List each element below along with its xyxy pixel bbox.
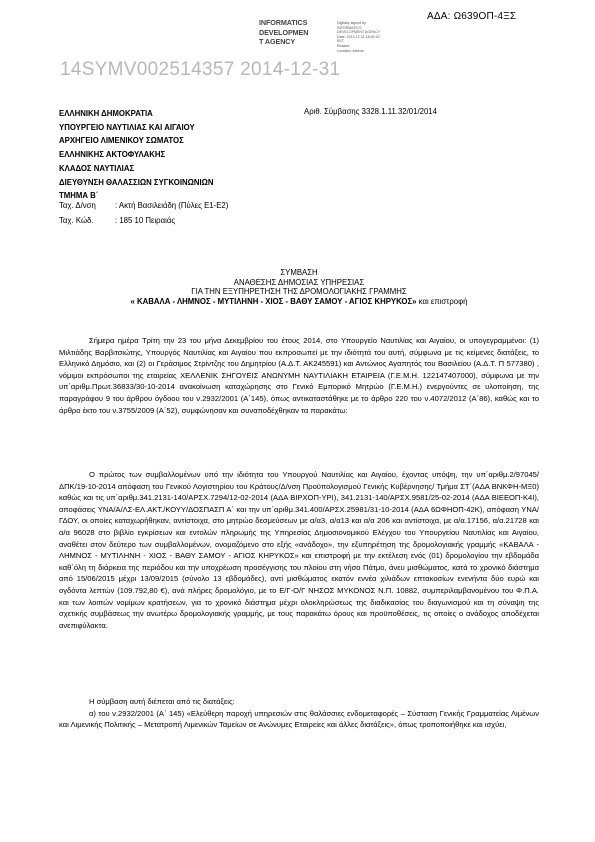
signature-line: Reason:: [337, 43, 351, 48]
signature-line: Date: 2014.12.31 18:40:42: [337, 34, 380, 39]
stamp-line: INFORMATICS: [259, 18, 308, 27]
title-line: ΓΙΑ ΤΗΝ ΕΞΥΠΗΡΕΤΗΣΗ ΤΗΣ ΔΡΟΜΟΛΟΓΙΑΚΗΣ ΓΡΑΜΜΗΣ: [191, 287, 407, 297]
digital-signature-info: [337, 21, 427, 53]
signature-line: DEVELOPMENT AGENCY: [337, 30, 381, 35]
contact-block: [59, 199, 228, 228]
ada-code: ΑΔΑ: Ω639ΟΠ-4ΞΣ: [427, 11, 517, 22]
signature-line: EET: [337, 39, 344, 44]
header-line: ΕΛΛΗΝΙΚΗ ΔΗΜΟΚΡΑΤΙΑ: [59, 109, 153, 118]
paragraph-text: Ο πρώτος των συμβαλλομένων υπό την ιδιότητα του Υπουργού Ναυτιλίας και Αιγαίου, έχοντας υπόψη, την υπ΄αριθμ.2/97045/ΔΠΚ/19-10-2014 απόφαση του Γενικού Λογιστηρίου του Κράτους/Δ/νση Προϋπολογισμού Γενικής Κυβέρνησης/ Τμήμα ΣΤ΄(ΑΔΑ ΒΝΚΦΗ-ΜΞ0) καθώς και τις υπ΄αριθμ.341.2131-140/ΑΡΣΧ.7294/12-02-2014 (ΑΔΑ ΒΙΡΧΟΠ-ΥΡΙ), 341.2131-140/ΑΡΣΧ.9581/25-02-2014 (ΑΔΑ ΒΙΕΕΟΠ-Κ4Ι), αποφάσεις ΥΝΑ/Α/ΛΣ-ΕΛ.ΑΚΤ./ΚΟΥΥ/ΔΟΣΠΑΣΠ Α΄ και την υπ΄αριθμ.341.400/ΑΡΣΧ.25981/31-10-2014 (ΑΔΑ 6ΩΦΗΟΠ-42Κ), απόφαση ΥΝΑ/ΓΔΟΥ, οι οποίες καταχωρήθηκαν, αντίστοιχα, στο μητρώο δεσμεύσεων με α/α3, α/α13 και α/α 206 και αντίστοιχα, με α/α.17156, α/α.21728 και α/α 96028 στο βιβλίο εγκρίσεων και εντολών πληρωμής της Υπηρεσίας Δημοσιονομικού Ελέγχου του Υπουργείου Ναυτιλίας και Αιγαίου, αναθέτει στον δεύτερο των συμβαλλομένων, ονομαζόμενο στο εξής «ανάδοχο», την εξυπηρέτηση της δρομολογιακής γραμμής «ΚΑΒΑΛΑ - ΛΗΜΝΟΣ - ΜΥΤΙΛΗΝΗ - ΧΙΟΣ - ΒΑΘΥ ΣΑΜΟΥ - ΑΓΙΟΣ ΚΗΡΥΚΟΣ» και επιστροφή με την εκτέλεση ενός (01) δρομολογίου την εβδομάδα καθ΄όλη τη διάρκεια της περιόδου και την υποχρέωση προσέγγισης του πλοίου στη νήσο Πάτμο, άνευ μισθώματος, κατά το χρονικό διάστημα από 15/06/2015 μέχρι 13/09/2015 (σύνολο 13 εβδομάδες), αντί μισθώματος εκατόν εννέα χιλιάδων επτακοσίων ενενήντα δύο ευρώ και ογδόντα λεπτών (109.792,80 €), ανά πλήρες δρομολόγιο, με το Ε/Γ-Ο/Γ ΝΗΣΟΣ ΜΥΚΟΝΟΣ Ν.Π. 10882, συμπεριλαμβανομένου του Φ.Π.Α. και των λοιπών νομίμων κρατήσεων, για το χρονικό διάστημα μέχρι ολοκληρώσεως της διαδικασίας του διαγωνισμού και τη σύναψη της σχετικής συμβάσεως την ανωτέρω δρομολογιακής γραμμής, με τους παρακάτω όρους και προϋποθέσεις, τις οποίες ο ανάδοχος αποδέχεται ανεπιφύλακτα.: [59, 470, 539, 630]
paragraph-item: α) του ν.2932/2001 (Α΄ 145) «Ελεύθερη παροχή υπηρεσιών στις θαλάσσιες ενδομεταφορές – Σύσταση Γενικής Γραμματείας Λιμένων και Λιμενικής Πολιτικής – Μετατροπή Λιμενικών Ταμείων σε Ανώνυμες Εταιρείες και άλλες διατάξεις», όπως τροποποιήθηκε και ισχύει,: [59, 708, 539, 730]
contact-row: [59, 199, 228, 214]
document-watermark: 14SYMV002514357 2014-12-31: [60, 59, 341, 80]
header-line: ΔΙΕΥΘΥΝΣΗ ΘΑΛΑΣΣΙΩΝ ΣΥΓΚΟΙΝΩΝΙΩΝ: [59, 177, 214, 187]
issuer-header: [59, 107, 214, 203]
contact-key: Ταχ. Δ/νση: [59, 201, 96, 210]
contract-number: Αριθ. Σύμβασης 3328.1.11.32/01/2014: [304, 107, 437, 116]
signature-line: Location: Athens: [337, 48, 364, 53]
route-suffix: και επιστροφή: [416, 296, 468, 306]
title-line: ΑΝΑΘΕΣΗΣ ΔΗΜΟΣΙΑΣ ΥΠΗΡΕΣΙΑΣ: [233, 277, 365, 287]
paragraph-parties: [59, 335, 539, 416]
paragraph-text: Σήμερα ημέρα Τρίτη την 23 του μήνα Δεκεμβρίου του έτους 2014, στο Υπουργείο Ναυτιλίας και Αιγαίου, οι υπογεγραμμένοι: (1) Μιλτιάδης Βαρβιτσιώτης, Υπουργός Ναυτιλίας και Αιγαίου που εκπροσωπεί με την ιδιότητά του αυτή, σύμφωνα με τις κείμενες διατάξεις, το Ελληνικό Δημόσιο, και (2) οι Γεράσιμος Στρίντζης του Δημητρίου (Α.Δ.Τ. ΑΚ245591) και Αντώνιος Αγαπητός του Βασιλείου (Α.Δ.Τ. Π 577380) , νόμιμοι εκπρόσωποι της εταιρείας ΧΕΛΛΕΝΙΚ ΣΗΓΟΥΕΙΣ ΑΝΩΝΥΜΗ ΝΑΥΤΙΛΙΑΚΗ ΕΤΑΙΡΕΙΑ (Γ.Ε.Μ.Η. 122147407000), σύμφωνα με την υπ΄αριθμ.Πρωτ.36833/30-10-2014 ανακοίνωση καταχώρησης στο Γενικό Εμπορικό Μητρώο (Γ.Ε.Μ.Η.) ενεργούντες σε υλοποίηση, της παραγράφου 9 του άρθρου όγδοου του ν.2932/2001 (Α΄145), όπως αντικαταστάθηκε με το άρθρο 220 του ν.4072/2012 (Α΄86), καθώς και το άρθρο έκτο του ν.3755/2009 (Α΄52), συμφώνησαν και συναποδέχθηκαν τα παρακάτω:: [59, 336, 539, 415]
header-line: ΕΛΛΗΝΙΚΗΣ ΑΚΤΟΦΥΛΑΚΗΣ: [59, 150, 166, 160]
contact-value: : Ακτή Βασιλειάδη (Πύλες Ε1-Ε2): [115, 201, 229, 210]
title-route-line: [59, 297, 539, 307]
paragraph-legal-basis: [59, 696, 539, 731]
header-line: ΑΡΧΗΓΕΙΟ ΛΙΜΕΝΙΚΟΥ ΣΩΜΑΤΟΣ: [59, 136, 184, 146]
header-line: ΥΠΟΥΡΓΕΙΟ ΝΑΥΤΙΛΙΑΣ ΚΑΙ ΑΙΓΑΙΟΥ: [59, 122, 195, 132]
header-line: ΤΜΗΜΑ Β΄: [59, 191, 99, 201]
title-line: ΣΥΜΒΑΣΗ: [280, 268, 318, 277]
paragraph-assignment: [59, 469, 539, 631]
signature-line: INFORMATICS: [337, 25, 362, 30]
header-line: ΚΛΑΔΟΣ ΝΑΥΤΙΛΙΑΣ: [59, 163, 135, 173]
paragraph-intro: Η σύμβαση αυτή διέπεται από τις διατάξεις:: [89, 697, 235, 706]
contact-row: [59, 214, 228, 229]
contact-key: Ταχ. Κώδ.: [59, 215, 94, 225]
contact-value: : 185 10 Πειραιάς: [115, 215, 176, 225]
stamp-line: DEVELOPMEN: [259, 27, 309, 37]
route-name: « ΚΑΒΑΛΑ - ΛΗΜΝΟΣ - ΜΥΤΙΛΗΝΗ - ΧΙΟΣ - ΒΑΘΥ ΣΑΜΟΥ - ΑΓΙΟΣ ΚΗΡΥΚΟΣ»: [130, 296, 417, 306]
stamp-line: T AGENCY: [259, 37, 296, 47]
signature-line: Digitally signed by: [337, 21, 366, 25]
digital-stamp-agency: [259, 18, 317, 47]
contract-title: [59, 268, 539, 306]
